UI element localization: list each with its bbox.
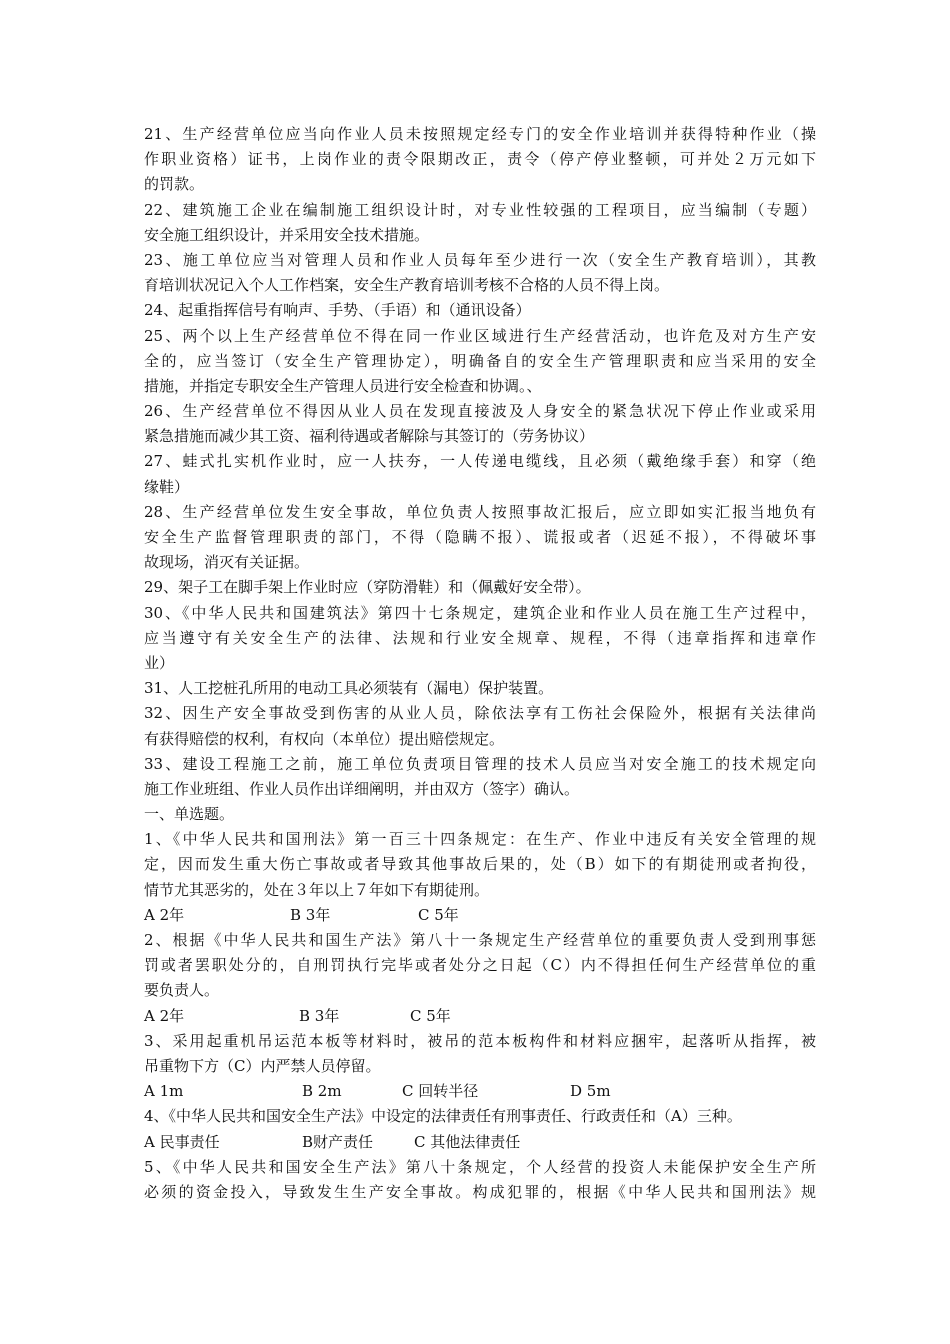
paragraph-22 (144, 198, 816, 248)
text-line: 26、生产经营单位不得因从业人员在发现直接波及人身安全的紧急状况下停止作业或采用 (144, 402, 816, 421)
paragraph-29 (144, 575, 816, 600)
document-page (144, 122, 816, 1205)
paragraph-24 (144, 298, 816, 323)
option-a: A 2年 (144, 1006, 185, 1025)
text-line: 定，因而发生重大伤亡事故或者导致其他事故后果的，处（B）如下的有期徒刑或者拘役， (144, 855, 816, 874)
text-line: 28、生产经营单位发生安全事故，单位负责人按照事故汇报后，应立即如实汇报当地负有 (144, 502, 816, 521)
text-line: 的罚款。 (144, 175, 205, 194)
text-line: 业） (144, 653, 175, 672)
text-line: 27、蛙式扎实机作业时，应一人扶夯，一人传递电缆线，且必须（戴绝缘手套）和穿（绝 (144, 452, 816, 471)
text-line: 32、因生产安全事故受到伤害的从业人员，除依法享有工伤社会保险外，根据有关法律尚 (144, 704, 816, 723)
paragraph-30 (144, 601, 816, 677)
option-c: C 回转半径 (402, 1082, 479, 1101)
text-line: 24、起重指挥信号有响声、手势、（手语）和（通讯设备） (144, 301, 531, 320)
text-line: 4、《中华人民共和国安全生产法》中设定的法律责任有刑事责任、行政责任和（A）三种。 (144, 1107, 742, 1126)
text-line: 5、《中华人民共和国安全生产法》第八十条规定，个人经营的投资人未能保护安全生产所 (144, 1157, 816, 1176)
option-b: B 3年 (290, 905, 331, 924)
text-line: 1、《中华人民共和国刑法》第一百三十四条规定：在生产、作业中违反有关安全管理的规 (144, 830, 816, 849)
question-4-options (144, 1130, 816, 1155)
question-1 (144, 827, 816, 903)
text-line: 23、施工单位应当对管理人员和作业人员每年至少进行一次（安全生产教育培训），其教 (144, 250, 816, 269)
text-line: 安全施工组织设计，并采用安全技术措施。 (144, 225, 430, 244)
question-3 (144, 1029, 816, 1079)
question-5 (144, 1155, 816, 1205)
text-line: 罚或者罢职处分的，自刑罚执行完毕或者处分之日起（C）内不得担任何生产经营单位的重 (144, 956, 816, 975)
option-a: A 2年 (144, 905, 185, 924)
text-line: 25、两个以上生产经营单位不得在同一作业区域进行生产经营活动，也许危及对方生产安 (144, 326, 816, 345)
text-line: 情节尤其恶劣的，处在３年以上７年如下有期徒刑。 (144, 880, 490, 899)
text-line: 紧急措施而减少其工资、福利待遇或者解除与其签订的（劳务协议） (144, 427, 595, 446)
text-line: 30、《中华人民共和国建筑法》第四十七条规定，建筑企业和作业人员在施工生产过程中， (144, 603, 816, 622)
question-3-options (144, 1079, 816, 1104)
text-line: 全的，应当签订（安全生产管理协定），明确备自的安全生产管理职责和应当采用的安全 (144, 351, 816, 370)
option-c: C 5年 (410, 1006, 451, 1025)
text-line: 31、人工挖桩孔所用的电动工具必须装有（漏电）保护装置。 (144, 679, 554, 698)
text-line: 3、采用起重机吊运范本板等材料时，被吊的范本板构件和材料应捆牢，起落听从指挥，被 (144, 1031, 816, 1050)
text-line: 22、建筑施工企业在编制施工组织设计时，对专业性较强的工程项目，应当编制（专题） (144, 200, 816, 219)
text-line: 施工作业班组、作业人员作出详细阐明，并由双方（签字）确认。 (144, 779, 580, 798)
text-line: 一、单选题。 (144, 805, 235, 824)
option-a: A 1m (144, 1082, 184, 1101)
text-line: 29、架子工在脚手架上作业时应（穿防滑鞋）和（佩戴好安全带）。 (144, 578, 591, 597)
question-2 (144, 928, 816, 1004)
question-1-options (144, 903, 816, 928)
option-b: B财产责任 (302, 1132, 374, 1151)
paragraph-21 (144, 122, 816, 198)
text-line: 33、建设工程施工之前，施工单位负责项目管理的技术人员应当对安全施工的技术规定向 (144, 754, 816, 773)
text-line: 缘鞋） (144, 477, 190, 496)
question-2-options (144, 1004, 816, 1029)
text-line: 安全生产监督管理职责的部门，不得（隐瞒不报）、谎报或者（迟延不报），不得破坏事 (144, 528, 816, 546)
option-b: B 2m (302, 1082, 342, 1101)
option-c: C 5年 (418, 905, 459, 924)
option-b: B 3年 (299, 1006, 340, 1025)
text-line: 育培训状况记入个人工作档案，安全生产教育培训考核不合格的人员不得上岗。 (144, 276, 670, 295)
section-heading (144, 802, 816, 827)
text-line: 作职业资格）证书，上岗作业的责令限期改正，责令（停产停业整顿，可并处２万元如下 (144, 150, 816, 169)
text-line: 吊重物下方（C）内严禁人员停留。 (144, 1056, 381, 1075)
option-c: C 其他法律责任 (414, 1132, 521, 1151)
paragraph-25 (144, 324, 816, 400)
paragraph-23 (144, 248, 816, 298)
text-line: 要负责人。 (144, 981, 220, 1000)
paragraph-32 (144, 701, 816, 751)
paragraph-33 (144, 752, 816, 802)
paragraph-26 (144, 399, 816, 449)
paragraph-31 (144, 676, 816, 701)
text-line: 2、根据《中华人民共和国生产法》第八十一条规定生产经营单位的重要负责人受到刑事惩 (144, 931, 816, 949)
text-line: 措施，并指定专职安全生产管理人员进行安全检查和协调。、 (144, 376, 542, 395)
question-4 (144, 1104, 816, 1129)
paragraph-28 (144, 500, 816, 576)
option-d: D 5m (570, 1082, 611, 1101)
option-a: A 民事责任 (144, 1132, 220, 1151)
text-line: 故现场，消灭有关证据。 (144, 553, 310, 572)
text-line: 21、生产经营单位应当向作业人员未按照规定经专门的安全作业培训并获得特种作业（操 (144, 125, 816, 143)
text-line: 必须的资金投入，导致发生生产安全事故。构成犯罪的，根据《中华人民共和国刑法》规 (144, 1182, 816, 1201)
paragraph-27 (144, 449, 816, 499)
text-line: 应当遵守有关安全生产的法律、法规和行业安全规章、规程，不得（违章指挥和违章作 (144, 628, 816, 647)
text-line: 有获得赔偿的权利，有权向（本单位）提出赔偿规定。 (144, 729, 505, 748)
